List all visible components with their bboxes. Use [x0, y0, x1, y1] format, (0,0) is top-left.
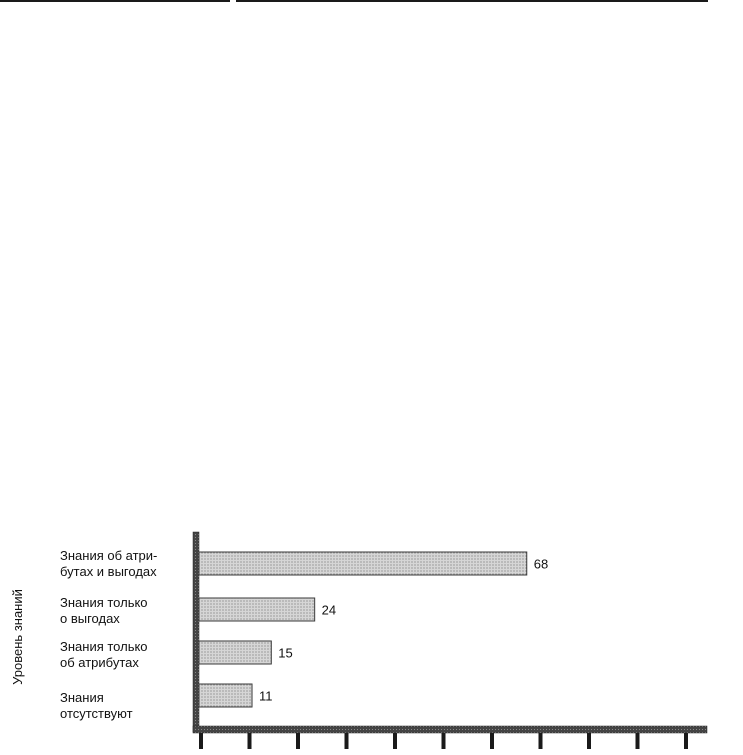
x-tick-7: [539, 733, 543, 749]
x-tick-5: [442, 733, 446, 749]
y-axis-title: Уровень знаний: [10, 589, 25, 685]
category-label-3: [60, 690, 133, 721]
x-axis-line: [193, 726, 707, 733]
category-label-2: [60, 639, 151, 670]
category-label-3-line-1: Знания: [60, 690, 104, 705]
category-label-0: [60, 548, 161, 579]
category-label-0-line-1: Знания об атри-: [60, 548, 158, 563]
x-tick-8: [587, 733, 591, 749]
x-tick-4: [393, 733, 397, 749]
x-tick-2: [296, 733, 300, 749]
category-label-1: [60, 595, 151, 626]
value-label-2: 15: [278, 645, 293, 661]
x-tick-10: [684, 733, 688, 749]
category-label-1-line-2: о выгодах: [60, 611, 120, 626]
value-label-3: 11: [259, 688, 273, 704]
bar-3: [199, 684, 252, 707]
category-label-3-line-2: отсутствуют: [60, 706, 133, 721]
value-label-1: 24: [321, 602, 337, 618]
y-axis-line: [193, 532, 199, 732]
x-tick-0: [199, 733, 203, 749]
x-tick-6: [490, 733, 494, 749]
category-label-2-line-2: об атрибутах: [60, 655, 139, 670]
x-tick-3: [345, 733, 349, 749]
x-tick-1: [248, 733, 252, 749]
category-label-2-line-1: Знания только: [60, 639, 148, 654]
bar-2: [199, 641, 271, 664]
bar-1: [199, 598, 315, 621]
bar-0: [199, 552, 527, 575]
category-label-1-line-1: Знания только: [60, 595, 148, 610]
x-axis-ticks: [199, 733, 688, 749]
x-tick-9: [636, 733, 640, 749]
value-label-0: 68: [533, 556, 549, 572]
category-label-0-line-2: бутах и выгодах: [60, 564, 157, 579]
